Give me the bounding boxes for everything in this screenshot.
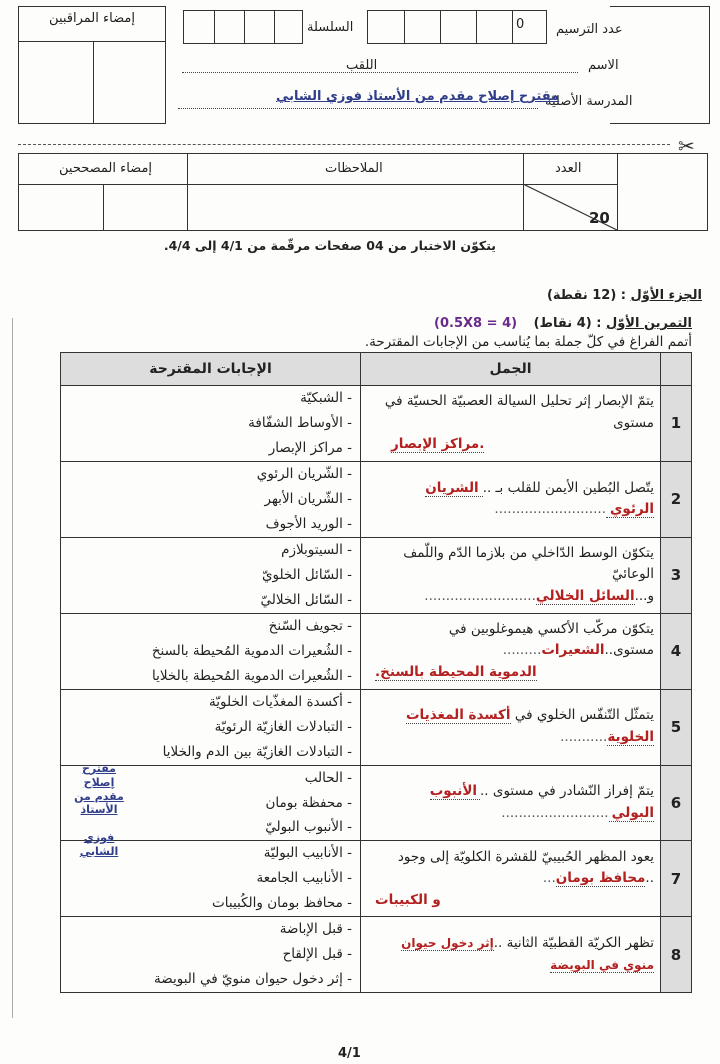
school-label: المدرسة الأصليّة	[545, 94, 633, 109]
table-row	[61, 917, 692, 993]
correctors-label: إمضاء المصححين	[59, 161, 153, 176]
registration-label: عدد الترسيم	[556, 22, 623, 37]
grading-table	[18, 153, 708, 231]
col-sentences: الجمل	[361, 353, 661, 386]
col-answers: الإجابات المقترحة	[61, 353, 361, 386]
part-title: الجزء الأوّل	[630, 288, 702, 303]
filled-answer-2[interactable]: الدموية المحيطة بالسنخ.	[375, 663, 537, 680]
option-item: - السيتوبلازم	[281, 541, 352, 558]
options-cell	[61, 461, 361, 537]
options-cell	[61, 386, 361, 462]
sentence-cell	[361, 917, 661, 993]
option-item: - مراكز الإبصار	[268, 439, 352, 456]
sentence-cell: يتّصل البُطين الأيمن للقلب بـ ..الشريان الرئوي..........................	[361, 461, 661, 537]
table-row	[61, 386, 692, 462]
table-row	[61, 461, 692, 537]
option-item: - محافظ بومان والكُبيبات	[212, 895, 352, 912]
option-item: - محفظة بومان	[265, 794, 352, 811]
part-points: : (12 نقطة)	[546, 288, 626, 303]
score-label: العدد	[555, 161, 582, 176]
sentence-cell: يتكوّن مركّب الأكسي هيموغلوبين في مستوى..الشعيرات......... الدموية المحيطة بالسنخ.	[361, 613, 661, 689]
table-row	[61, 765, 692, 841]
option-item: - التبادلات الغازيّة الرئويّة	[214, 718, 352, 735]
filled-answer[interactable]: أكسدة المغذيات الخلوية	[405, 707, 654, 746]
exercise-instruction: أتمم الفراغ في كلّ جملة بما يُناسب من الإجابات المقترحة.	[364, 334, 692, 350]
option-item: - السّائل الخلاليّ	[260, 591, 352, 608]
scissors-icon: ✂	[678, 134, 695, 158]
table-row	[61, 689, 692, 765]
options-cell	[61, 689, 361, 765]
table-row	[61, 613, 692, 689]
row-number: 1	[661, 386, 692, 462]
part-heading	[547, 288, 702, 303]
option-item: - قبل الإلقاح	[282, 946, 352, 963]
option-item: - قبل الإباضة	[279, 921, 352, 938]
row-number: 5	[661, 689, 692, 765]
max-score: 20	[589, 209, 610, 227]
option-item: - الأوساط الشفّافة	[248, 414, 352, 431]
supervisors-header-line	[19, 41, 165, 42]
school-field-line[interactable]	[178, 108, 538, 109]
sentence-text: يتمثّل التّنفّس الخلوي في	[514, 707, 654, 724]
sentence-cell: يتمثّل التّنفّس الخلوي في أكسدة المغذيات الخلوية...........	[361, 689, 661, 765]
option-item: - الوريد الأجوف	[265, 515, 352, 532]
surname-label: اللقب	[346, 58, 378, 73]
table-row	[61, 537, 692, 613]
option-item: - الشّريان الأبهر	[264, 490, 352, 507]
supervisors-label: إمضاء المراقبين	[49, 11, 135, 26]
option-item: - الشُعيرات الدموية المُحيطة بالخلايا	[152, 667, 352, 684]
filled-answer[interactable]: إثر دخول حيوان منوي في البويضة	[401, 936, 654, 972]
registration-boxes[interactable]	[367, 10, 547, 44]
table-row	[61, 841, 692, 917]
option-item: - السّائل الخلويّ	[261, 566, 352, 583]
exercise-title: التمرين الأوّل	[605, 316, 692, 331]
sentence-cell: يعود المظهر الحُبيبيّ للقشرة الكلويّة إلى وجود ..محافظ بومان... و الكبيبات	[361, 841, 661, 917]
option-item: - أكسدة المغذّيات الخلويّة	[209, 693, 352, 710]
option-item: - الأنابيب الجامعة	[256, 870, 352, 887]
left-margin-line	[12, 318, 13, 1018]
filled-answer[interactable]: .مراكز الإبصار	[391, 436, 485, 453]
option-item: - إثر دخول حيوان منويّ في البويضة	[154, 971, 352, 988]
series-label: السلسلة	[307, 20, 354, 35]
answers-table	[60, 352, 692, 988]
row-number: 3	[661, 537, 692, 613]
option-item: - التبادلات الغازيّة بين الدم والخلايا	[162, 743, 352, 760]
option-item: - الشّريان الرئوي	[256, 465, 352, 482]
correctors-split	[103, 184, 104, 230]
series-boxes[interactable]	[183, 10, 303, 44]
watermark: مقترح إصلاح مقدم من الأستاذ فوزي الشابي	[74, 762, 124, 858]
filled-answer-2[interactable]: و الكبيبات	[375, 891, 441, 908]
row-number: 7	[661, 841, 692, 917]
name-field-line[interactable]	[182, 72, 578, 73]
filled-answer[interactable]: الشريان الرئوي	[425, 479, 654, 518]
option-item: - الشُعيرات الدموية المُحيطة بالسنخ	[151, 642, 352, 659]
page-number: 4/1	[338, 1046, 361, 1061]
options-cell	[61, 613, 361, 689]
option-item: - الشبكيّة	[300, 390, 352, 406]
sentence-cell	[361, 386, 661, 462]
supervisors-split-line	[93, 41, 94, 123]
supervisors-box	[18, 6, 166, 124]
filled-answer[interactable]: الشعيرات	[541, 642, 605, 659]
school-value: مقترح إصلاح مقدم من الأستاذ فوزي الشابي	[276, 89, 560, 104]
student-info-frame	[610, 6, 710, 124]
score-divider	[617, 154, 618, 230]
option-item: - الأنابيب البوليّة	[263, 845, 352, 862]
sentence-cell: يتكوّن الوسط الدّاخلي من بلازما الدّم واللّمف الوعائيّ و...السائل الخلالي..........................	[361, 537, 661, 613]
name-label: الاسم	[588, 58, 619, 73]
filled-answer[interactable]: السائل الخلالي	[535, 588, 635, 605]
table-header-row	[61, 353, 692, 386]
sentence-text-2: و...	[634, 588, 654, 605]
options-cell	[61, 917, 361, 993]
row-number: 4	[661, 613, 692, 689]
sentence-text: يعود المظهر الحُبيبيّ للقشرة الكلويّة إلى وجود ..	[397, 848, 654, 887]
exercise-points: : (4 نقاط)	[533, 316, 602, 331]
sentence-text: يتكوّن مركّب الأكسي هيموغلوبين في مستوى..	[448, 620, 654, 659]
sentence-text: تظهر الكريّة القطبيّة الثانية ..	[493, 935, 654, 952]
row-number: 8	[661, 917, 692, 993]
exercise-formula: (4 = 0.5X8)	[434, 316, 518, 331]
row-number: 6	[661, 765, 692, 841]
option-item: - تجويف السّنخ	[268, 617, 352, 634]
sentence-text: يتمّ إفراز النّشادر في مستوى ..	[480, 783, 654, 800]
sentence-text: يتّصل البُطين الأيمن للقلب بـ ..	[482, 479, 654, 496]
exercise-heading	[434, 316, 692, 331]
filled-answer[interactable]: محافظ بومان	[555, 870, 646, 887]
sentence-cell: يتمّ إفراز النّشادر في مستوى ..الأنبوب البولي.........................	[361, 765, 661, 841]
filled-answer[interactable]: الأنبوب البولي	[429, 783, 654, 821]
intro-text: يتكوّن الاختبار من 04 صفحات مرقّمة من 4/1 إلى 4/4.	[163, 238, 496, 253]
row-number: 2	[661, 461, 692, 537]
option-item: - الحالب	[304, 769, 352, 786]
sentence-text: يتكوّن الوسط الدّاخلي من بلازما الدّم واللّمف الوعائيّ	[403, 544, 654, 583]
options-cell	[61, 537, 361, 613]
notes-label: الملاحظات	[325, 161, 383, 176]
correctors-divider	[187, 154, 188, 230]
cut-line	[18, 144, 670, 145]
option-item: - الأنبوب البوليّ	[265, 819, 352, 836]
sentence-text: يتمّ الإبصار إثر تحليل السيالة العصبيّة الحسيّة في مستوى	[384, 393, 654, 431]
registration-digit: 0	[516, 17, 525, 32]
